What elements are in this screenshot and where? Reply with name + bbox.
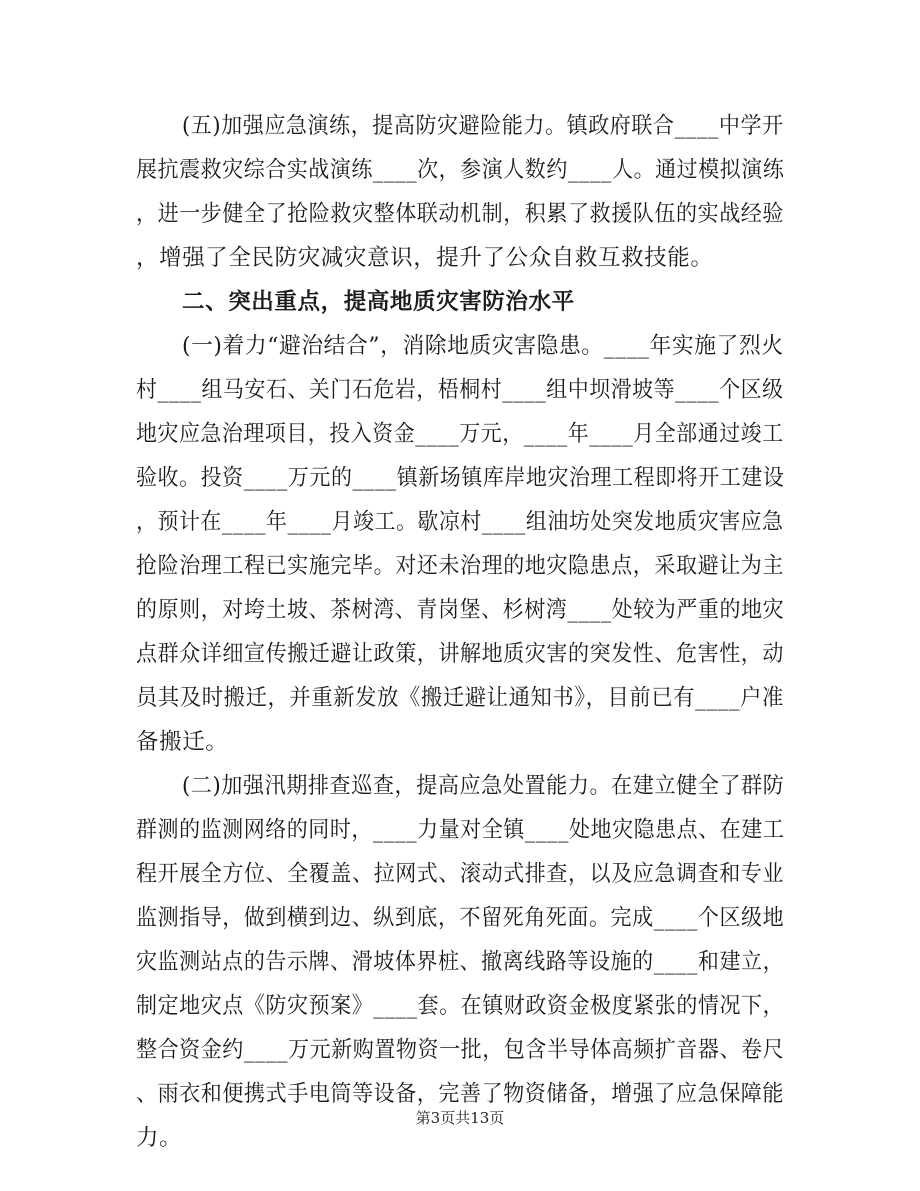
paragraph-5-line-1: (五)加强应急演练，提高防灾避险能力。镇政府联合____中学开 (182, 113, 784, 139)
section-heading-2: 二、突出重点，提高地质灾害防治水平 (182, 289, 575, 315)
paragraph-5-line-3: ，进一步健全了抢险救灾整体联动机制，积累了救援队伍的实战经验 (136, 201, 785, 227)
paragraph-1-line-6: 抢险治理工程已实施完毕。对还未治理的地灾隐患点，采取避让为主 (136, 553, 785, 579)
paragraph-1-line-4: 验收。投资____万元的____镇新场镇库岸地灾治理工程即将开工建设 (136, 465, 785, 491)
paragraph-1-line-3: 地灾应急治理项目，投入资金____万元，____年____月全部通过竣工 (136, 421, 784, 447)
paragraph-2-line-1: (二)加强汛期排查巡查，提高应急处置能力。在建立健全了群防 (182, 773, 785, 799)
paragraph-1-line-5: ，预计在____年____月竣工。歇凉村____组油坊处突发地质灾害应急 (136, 509, 784, 535)
paragraph-1-line-10: 备搬迁。 (136, 729, 229, 755)
paragraph-2-line-7: 整合资金约____万元新购置物资一批，包含半导体高频扩音器、卷尺 (136, 1037, 785, 1063)
paragraph-1-line-1: (一)着力“避治结合”，消除地质灾害隐患。____年实施了烈火 (182, 333, 784, 359)
paragraph-2-line-4: 监测指导，做到横到边、纵到底，不留死角死面。完成____个区级地 (136, 905, 785, 931)
paragraph-2-line-8: 、雨衣和便携式手电筒等设备，完善了物资储备，增强了应急保障能 (136, 1081, 785, 1107)
paragraph-2-line-2: 群测的监测网络的同时，____力量对全镇____处地灾隐患点、在建工 (136, 817, 785, 843)
page-number-footer: 第3页共13页 (415, 1109, 505, 1127)
paragraph-1-line-7: 的原则，对垮土坡、茶树湾、青岗堡、杉树湾____处较为严重的地灾 (136, 597, 785, 623)
paragraph-1-line-9: 员其及时搬迁，并重新发放《搬迁避让通知书》，目前已有____户准 (136, 685, 784, 711)
paragraph-2-line-6: 制定地灾点《防灾预案》____套。在镇财政资金极度紧张的情况下， (136, 993, 785, 1019)
paragraph-2-line-5: 灾监测站点的告示牌、滑坡体界桩、撤离线路等设施的____和建立， (136, 949, 785, 975)
paragraph-2-line-3: 程开展全方位、全覆盖、拉网式、滚动式排查，以及应急调查和专业 (136, 861, 785, 887)
paragraph-1-line-8: 点群众详细宣传搬迁避让政策，讲解地质灾害的突发性、危害性，动 (136, 641, 785, 667)
paragraph-5-line-2: 展抗震救灾综合实战演练____次，参演人数约____人。通过模拟演练 (136, 157, 785, 183)
paragraph-1-line-2: 村____组马安石、关门石危岩，梧桐村____组中坝滑坡等____个区级 (136, 377, 784, 403)
paragraph-2-line-9: 力。 (136, 1125, 183, 1151)
paragraph-5-line-4: ，增强了全民防灾减灾意识，提升了公众自救互救技能。 (136, 245, 714, 271)
